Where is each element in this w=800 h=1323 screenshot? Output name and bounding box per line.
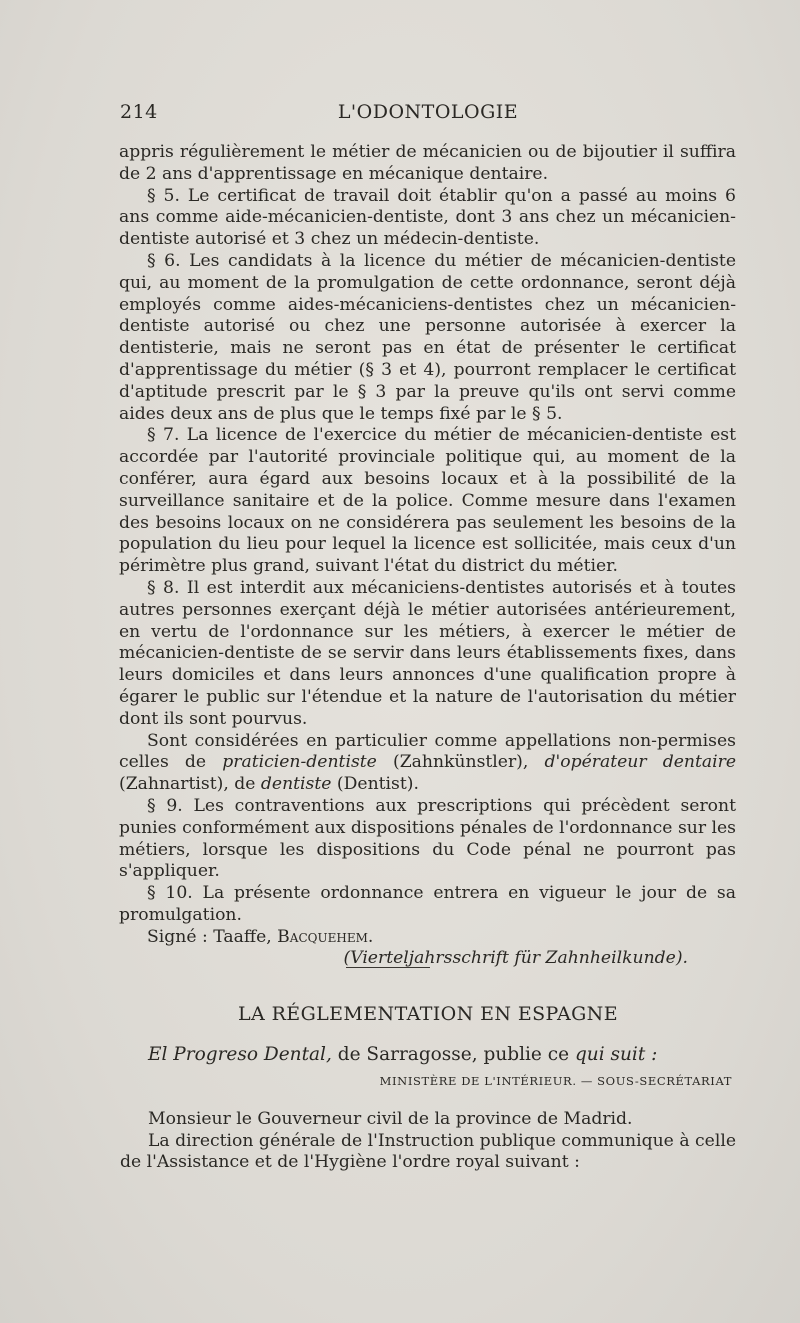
lead-text: de Sarragosse, publie ce (331, 1044, 575, 1065)
paragraph-section-6: § 6. Les candidats à la licence du métier de mécanicien-dentiste qui, au moment de la promulgation de cette ordonnance, seront déjà employés comme aides-mécaniciens-dentistes chez un mécanicien-dentiste autorisé ou chez une personne autorisée à exercer la dentisterie, mais ne seront pas en état de présenter le certificat d'apprentissage du métier (§ 3 et 4), pourront remplacer le certificat d'aptitude prescrit par le § 3 par la preuve qu'ils ont servi comme aides deux ans de plus que le temps fixé par le § 5. (119, 250, 736, 424)
section-divider (346, 967, 430, 968)
spain-section-text (120, 1043, 736, 1174)
lead-text-italic: qui suit : (574, 1044, 658, 1065)
running-title: L'ODONTOLOGIE (337, 101, 519, 123)
paragraph-section-8: § 8. Il est interdit aux mécaniciens-dentistes autorisés et à toutes autres personnes exerçant déjà le métier autorisées antérieurement, en vertu de l'ordonnance sur les métiers, à exercer le métier de mécanicien-dentiste de se servir dans leurs établissements fixes, dans leurs domiciles et dans leurs annonces d'une qualification propre à égarer le public sur l'étendue et la nature de l'autorisation du métier dont ils sont pourvus. (119, 577, 736, 729)
appellations-text-4: (Dentist). (331, 774, 419, 795)
lead-paragraph (120, 1043, 736, 1067)
paragraph-section-5: § 5. Le certificat de travail doit établir qu'on a passé au moins 6 ans comme aide-mécanicien-dentiste, dont 3 ans chez un mécanicien-dentiste autorisé et 3 chez un médecin-dentiste. (119, 185, 736, 250)
page-number: 214 (120, 101, 158, 123)
paragraph-section-10: § 10. La présente ordonnance entrera en vigueur le jour de sa promulgation. (119, 883, 736, 925)
paragraph-section-9: § 9. Les contraventions aux prescriptions qui précèdent seront punies conformément aux dispositions pénales de l'ordonnance sur les métiers, lorsque les dispositions du Code pénal ne pourront pas s'appliquer. (119, 795, 736, 882)
paragraph-continuation: appris régulièrement le métier de mécanicien ou de bijoutier il suffira de 2 ans d'apprentissage en mécanique dentaire. (119, 142, 736, 184)
paragraph-appellations (119, 731, 736, 796)
appellations-text-2: (Zahnkünstler), (376, 752, 545, 773)
signature-name: Bacquehem. (277, 926, 374, 947)
journal-name: El Progreso Dental, (148, 1044, 332, 1065)
running-header (120, 101, 736, 129)
section-title: LA RÉGLEMENTATION EN ESPAGNE (238, 1003, 618, 1025)
signature-line (119, 927, 736, 949)
appellations-text-1: Sont considérées en particulier comme appellations non-permises celles de (119, 730, 736, 773)
ministry-heading: MINISTÈRE DE L'INTÉRIEUR. — SOUS-SECRÉTARIAT (379, 1074, 732, 1088)
paragraph-section-7: § 7. La licence de l'exercice du métier de mécanicien-dentiste est accordée par l'autorité provinciale politique qui, au moment de la conférer, aura égard aux besoins locaux et à la possibilité de la surveillance sanitaire et de la police. Comme mesure dans l'examen des besoins locaux on ne considérera pas seulement les besoins de la population du lieu pour lequel la licence est sollicitée, mais ceux d'un périmètre plus grand, suivant l'état du district du métier. (119, 425, 736, 577)
paragraph-direction: La direction générale de l'Instruction publique communique à celle de l'Assistance et de l'Hygiène l'ordre royal suivant : (120, 1130, 736, 1173)
term-operateur-dentaire: d'opérateur dentaire (544, 752, 736, 773)
appellations-text-3: (Zahnartist), de (119, 774, 261, 795)
address-line: Monsieur le Gouverneur civil de la province de Madrid. (148, 1108, 633, 1129)
main-text (119, 142, 736, 970)
signature-label: Signé : Taaffe, (147, 926, 278, 947)
term-praticien-dentiste: praticien-dentiste (222, 752, 377, 773)
term-dentiste: dentiste (260, 774, 332, 795)
source-citation: (Vierteljahrsschrift für Zahnheilkunde). (343, 948, 688, 969)
